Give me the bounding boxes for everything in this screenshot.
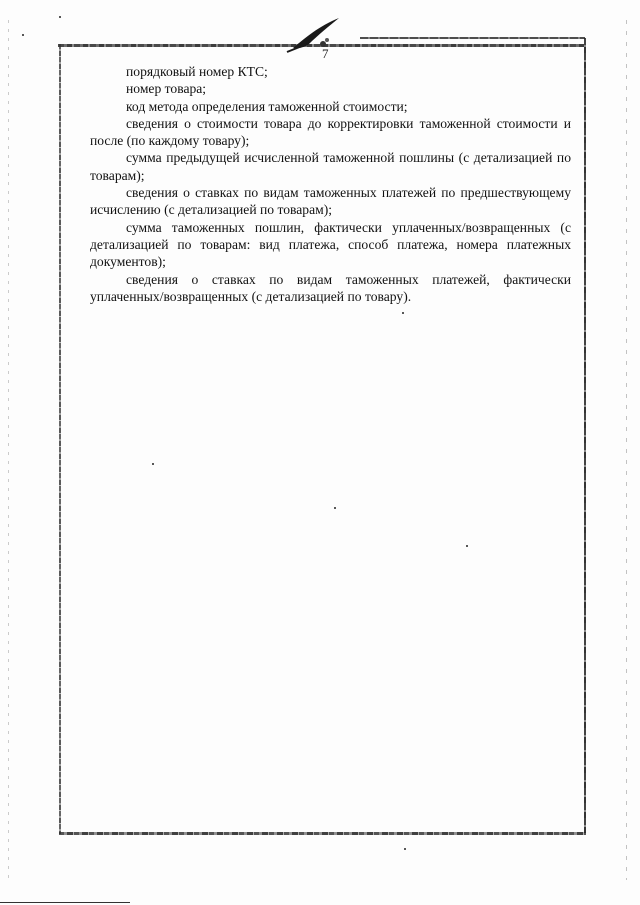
list-item-actual-rates: сведения о ставках по видам таможенных платежей, фактически уплаченных/возвращенных (с детализацией по товару). (90, 271, 571, 304)
list-item-goods-value: сведения о стоимости товара до корректировки таможенной стоимости и после (по каждому товару); (90, 115, 571, 149)
list-item-previous-duty: сумма предыдущей исчисленной таможенной пошлины (с детализацией по товарам); (90, 150, 571, 183)
scan-speck (404, 848, 406, 850)
list-item-valuation-method-code: код метода определения таможенной стоимости; (126, 98, 408, 114)
scan-speck (466, 545, 468, 547)
scan-speck (152, 463, 154, 465)
bottom-edge-line (0, 902, 130, 903)
frame-border-top-right (360, 37, 585, 39)
list-item-previous-rates: сведения о ставках по видам таможенных платежей по предшествующему исчислению (с детализацией по товарам); (90, 185, 571, 218)
scan-speck (22, 34, 24, 36)
frame-border-left (59, 44, 61, 834)
scan-speck (334, 507, 336, 509)
pen-stroke-mark-icon (285, 14, 345, 58)
scan-speck (402, 312, 404, 314)
scan-edge-right (626, 20, 627, 880)
document-body (90, 63, 571, 305)
list-item-duties-paid: сумма таможенных пошлин, фактически уплаченных/возвращенных (с детализацией по товарам: вид платежа, способ платежа, номера платежных документов); (90, 219, 571, 270)
frame-border-bottom (59, 832, 586, 835)
list-item-goods-number: номер товара; (126, 81, 207, 97)
scan-edge-left (8, 20, 9, 880)
list-item-kts-number: порядковый номер КТС; (126, 64, 268, 79)
frame-border-right (584, 38, 586, 833)
page-number: 7 (322, 46, 329, 61)
scan-speck (59, 16, 61, 18)
